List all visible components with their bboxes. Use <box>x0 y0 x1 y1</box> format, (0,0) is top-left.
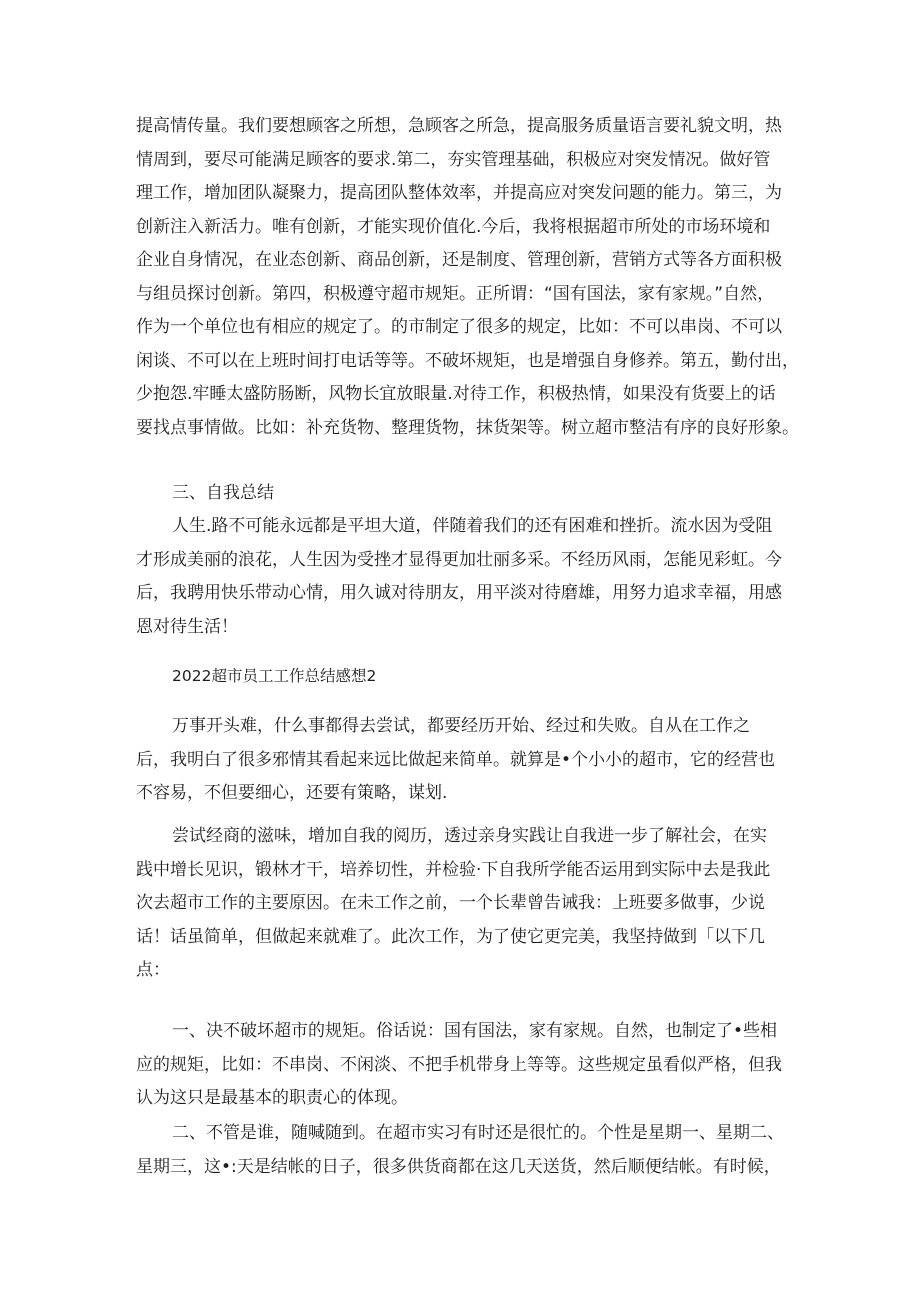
text-line: 后，我明白了很多邪情其看起来远比做起来简单。就算是•个小小的超市，它的经营也 <box>136 749 776 770</box>
text-line: 星期三，这•:天是结帐的日子，很多供货商都在这几天送货，然后顺便结帐。有时候， <box>136 1156 781 1177</box>
paragraph-point-two <box>136 1117 786 1184</box>
text-line: 少抱怨.牢睡太盛防肠断，风物长宜放眼量.对待工作，积极热情，如果没有货要上的话 <box>136 384 776 404</box>
text-line: 尝试经商的滋味，增加自我的阅历，透过亲身实践让自我进一步了解社会，在实 <box>172 826 767 846</box>
text-line: 闲谈、不可以在上班时间打电话等等。不破坏规矩，也是增强自身修养。第五，勤付出， <box>136 350 799 371</box>
section-heading-self-summary: 三、自我总结 <box>172 483 274 503</box>
article-title: 2022超市员工工作总结感想2 <box>172 667 377 685</box>
text-line: 践中增长见识，锻林才干，培养切性，并检验·下自我所学能否运用到实际中去是我此 <box>136 859 771 880</box>
text-line: 不容易，不但要细心，还要有策略，谋划. <box>136 783 448 803</box>
text-line: 才形成美丽的浪花，人生因为受挫才显得更加壮丽多采。不经历风雨，怎能见彩虹。今 <box>136 549 782 570</box>
text-line: 情周到，要尽可能满足顾客的要求.第二，夯实管理基础，积极应对突发情况。做好管 <box>136 149 771 170</box>
text-line: 后，我聘用快乐带动心情，用久诚对待朋友，用平淡对待磨雄，用努力追求幸福，用感 <box>136 583 782 603</box>
text-line: 恩对待生活！ <box>136 616 238 637</box>
text-line: 一、决不破坏超市的规矩。俗话说：国有国法，家有家规。自然，也制定了•些相 <box>172 1021 778 1041</box>
paragraph-point-one <box>136 1015 786 1116</box>
text-line: 次去超市工作的主要原因。在未工作之前，一个长辈曾告诫我：上班要多做事，少说 <box>136 893 765 913</box>
text-line: 话！话虽简单，但做起来就难了。此次工作，为了使它更完美，我坚持做到「以下几 <box>136 926 765 947</box>
text-line: 作为一个单位也有相应的规定了。的市制定了很多的规定，比如：不可以串岗、不可以 <box>136 317 782 337</box>
paragraph-intro <box>136 710 786 811</box>
text-line: 提高情传量。我们要想顾客之所想，急顾客之所急，提高服务质量语言要礼貌文明，热 <box>136 116 782 136</box>
text-line: 点： <box>136 960 170 980</box>
text-line: 人生.路不可能永远都是平坦大道，伴随着我们的还有困难和挫折。流水因为受阻 <box>172 516 773 536</box>
paragraph-experience <box>136 820 786 988</box>
text-line: 企业自身情况，在业态创新、商品创新，还是制度、管理创新，营销方式等各方面积极 <box>136 250 782 270</box>
text-line: 创新注入新活力。唯有创新，才能实现价值化.今后，我将根据超市所处的市场环境和 <box>136 216 771 237</box>
text-line: 万事开头难，什么事都得去尝试，都要经历开始、经过和失败。自从在工作之 <box>172 716 750 736</box>
text-line: 应的规矩，比如：不串岗、不闲淡、不把手机带身上等等。这些规定虽看似严格，但我 <box>136 1054 782 1075</box>
text-line: 认为这只是最基本的职责心的体现。 <box>136 1088 408 1108</box>
text-line: 二、不管是谁，随喊随到。在超市实习有时还是很忙的。个性是星期一、星期二、 <box>172 1123 784 1143</box>
text-line: 理工作，增加团队凝聚力，提高团队整体效率，并提高应对突发问题的能力。第三，为 <box>136 183 782 203</box>
paragraph-customer-service <box>136 110 799 445</box>
text-line: 要找点事情做。比如：补充货物、整理货物，抹货架等。树立超市整洁有序的良好形象。 <box>136 417 799 438</box>
paragraph-self-summary <box>136 510 786 644</box>
text-line: 与组员探讨创新。第四，积极遵守超市规矩。正所谓：“国有国法，家有家规。”自然， <box>136 283 775 304</box>
